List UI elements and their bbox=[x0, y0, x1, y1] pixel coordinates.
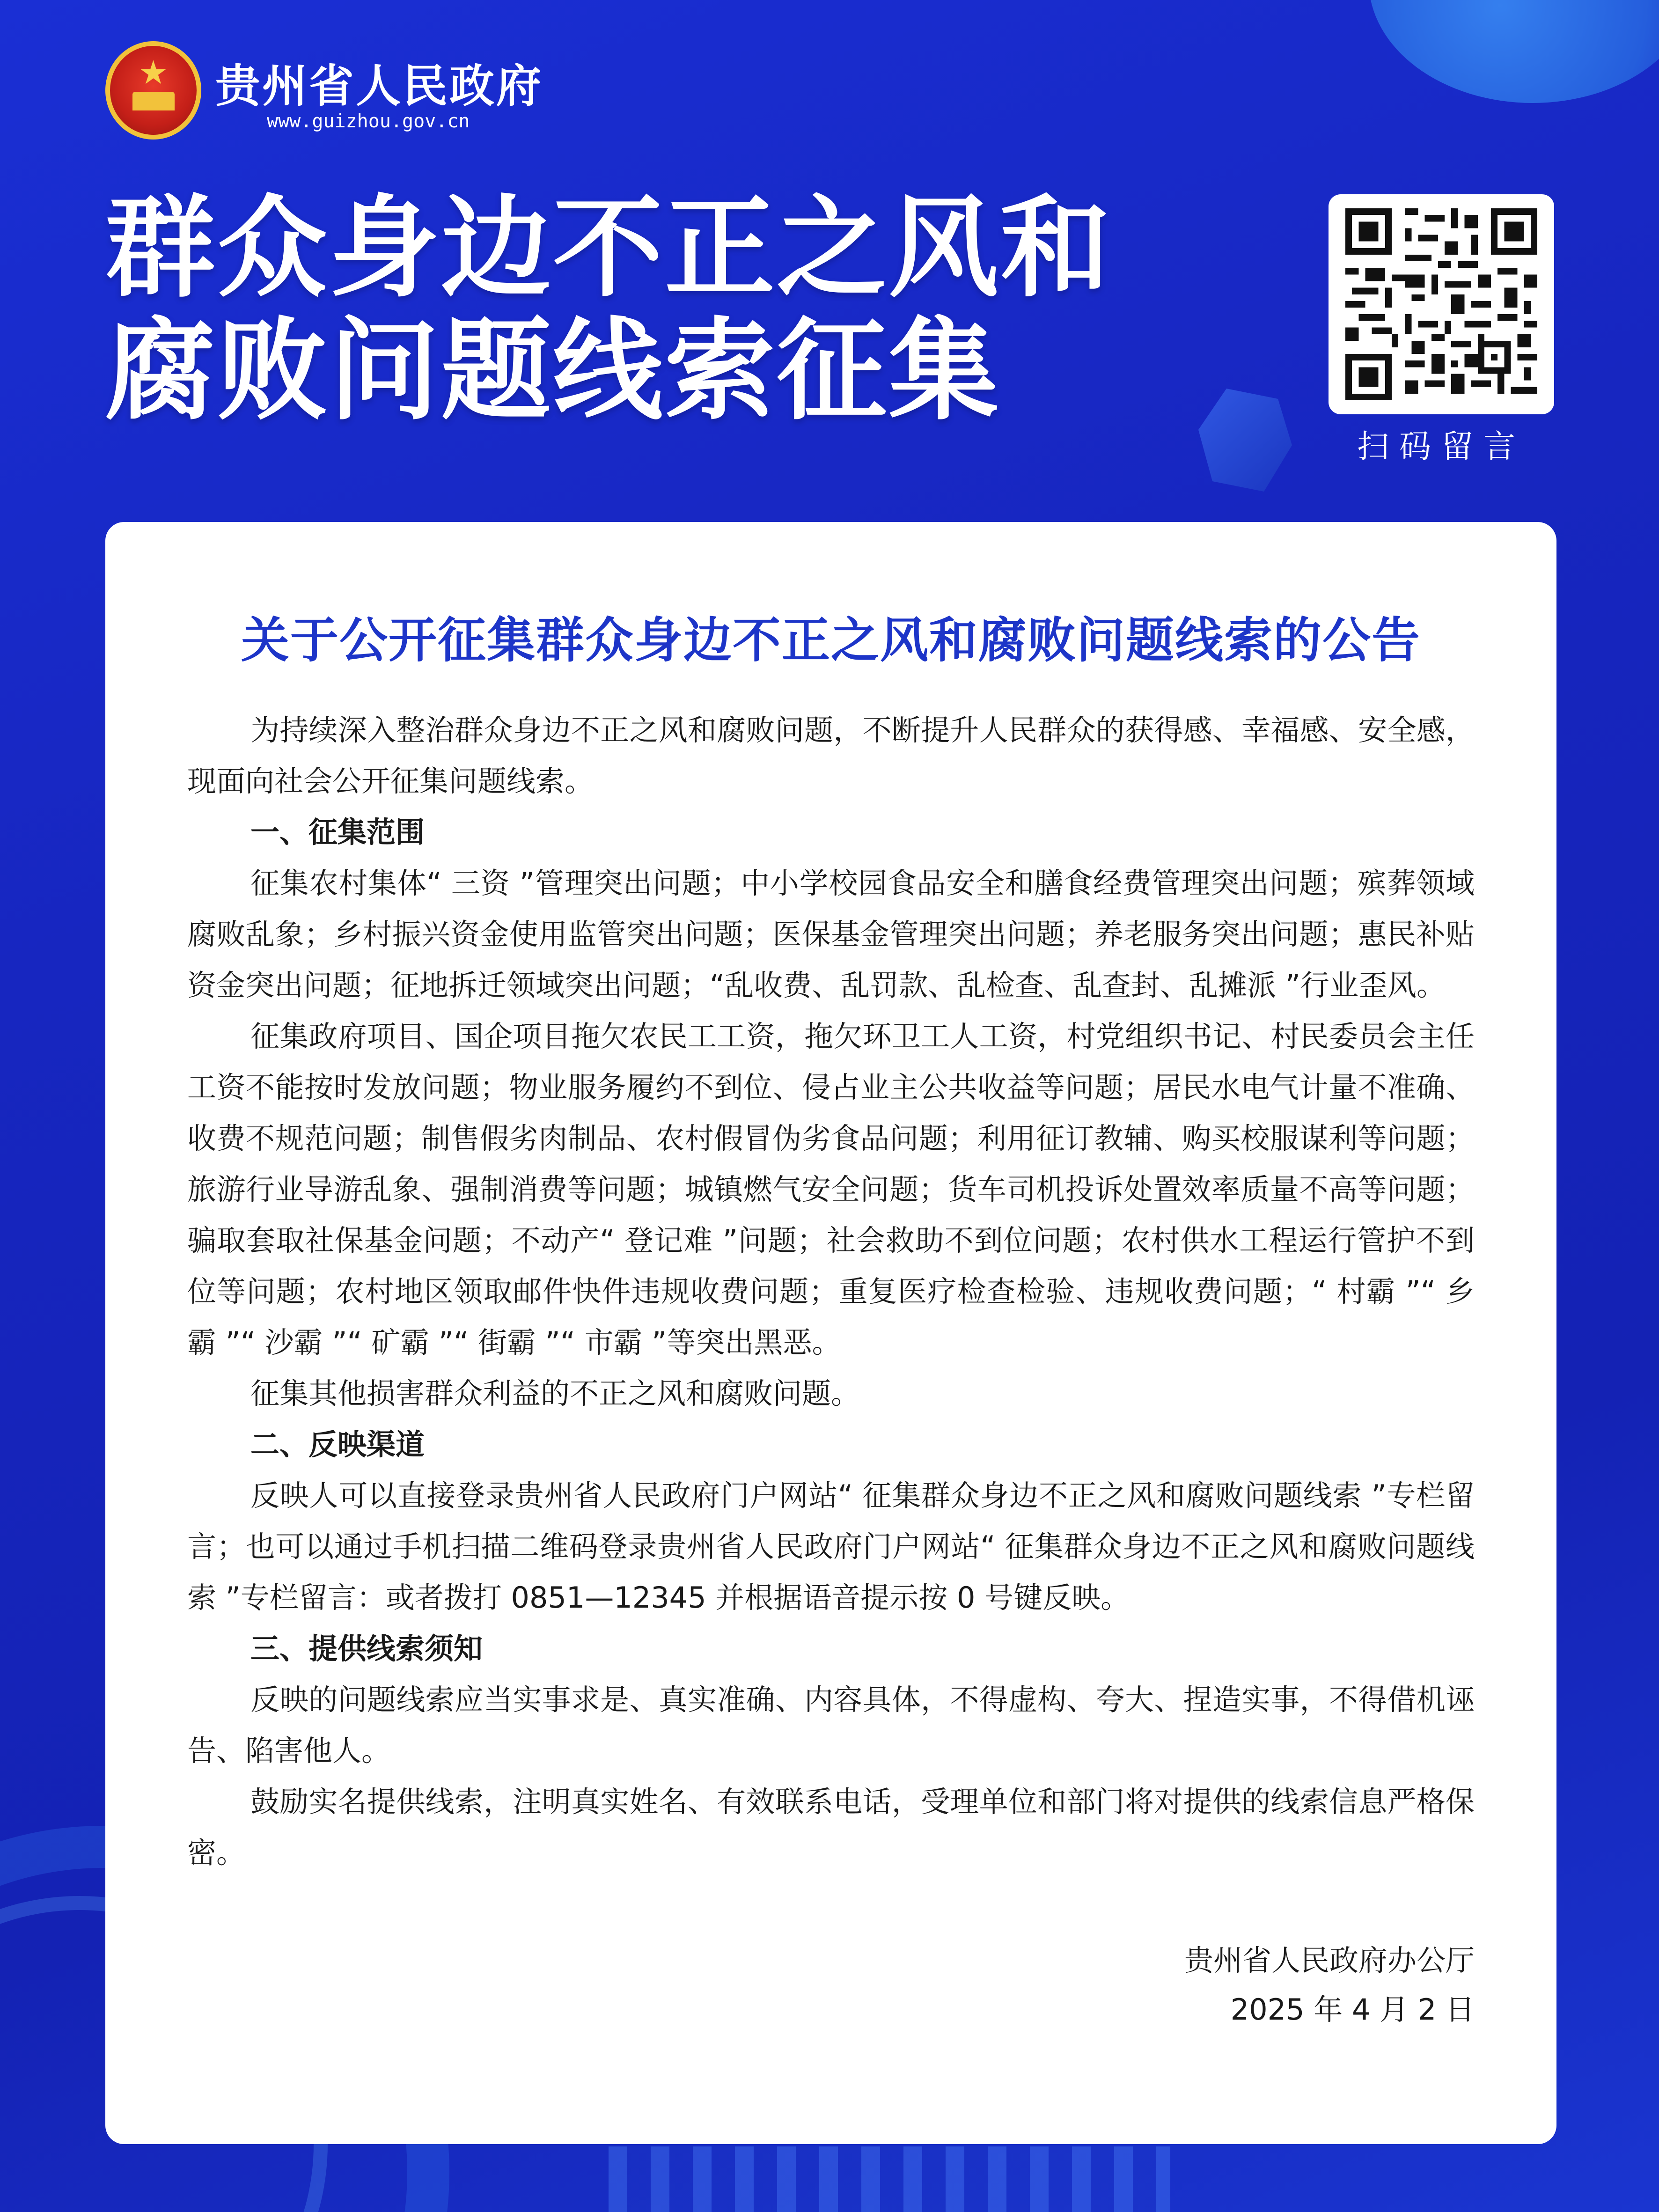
main-title-line1: 群众身边不正之风和 bbox=[105, 184, 1112, 312]
scope-paragraph-1: 征集农村集体“ 三资 ”管理突出问题；中小学校园食品安全和膳食经费管理突出问题；殡葬领域腐败乱象；乡村振兴资金使用监管突出问题；医保基金管理突出问题；养老服务突出问题；惠民补贴资金突出问题；征地拆迁领域突出问题；“乱收费、乱罚款、乱检查、乱查封、乱摊派 ”行业歪风。 bbox=[187, 866, 1475, 1002]
star-icon: ★ bbox=[139, 53, 168, 92]
scope-paragraph-3: 征集其他损害群众利益的不正之风和腐败问题。 bbox=[250, 1376, 860, 1411]
national-emblem-icon bbox=[105, 41, 201, 140]
notice-body bbox=[187, 705, 1475, 1878]
scope-paragraph-2: 征集政府项目、国企项目拖欠农民工工资，拖欠环卫工人工资，村党组织书记、村民委员会主任工资不能按时发放问题；物业服务履约不到位、侵占业主公共收益等问题；居民水电气计量不准确、收费不规范问题；制售假劣肉制品、农村假冒伪劣食品问题；利用征订教辅、购买校服谋利等问题；旅游行业导游乱象、强制消费等问题；城镇燃气安全问题；货车司机投诉处置效率质量不高等问题；骗取套取社保基金问题；不动产“ 登记难 ”问题；社会救助不到位问题；农村供水工程运行管护不到位等问题；农村地区领取邮件快件违规收费问题；重复医疗检查检验、违规收费问题；“ 村霸 ”“ 乡霸 ”“ 沙霸 ”“ 矿霸 ”“ 街霸 ”“ 市霸 ”等突出黑恶。 bbox=[187, 1019, 1475, 1360]
decorative-building bbox=[609, 2146, 1170, 2212]
signature-org: 贵州省人民政府办公厅 bbox=[1184, 1943, 1475, 1977]
qr-caption: 扫码留言 bbox=[1357, 428, 1526, 465]
channels-paragraph: 反映人可以直接登录贵州省人民政府门户网站“ 征集群众身边不正之风和腐败问题线索 ”专栏留言；也可以通过手机扫描二维码登录贵州省人民政府门户网站“ 征集群众身边不正之风和腐败问题线索 ”专栏留言：或者拨打 0851—12345 并根据语音提示按 0 号键反映。 bbox=[187, 1478, 1475, 1615]
signature-date: 2025 年 4 月 2 日 bbox=[1230, 1992, 1475, 2027]
notice-title: 关于公开征集群众身边不正之风和腐败问题线索的公告 bbox=[241, 612, 1421, 669]
notes-paragraph-1: 反映的问题线索应当实事求是、真实准确、内容具体，不得虚构、夸大、捏造实事，不得借机诬告、陷害他人。 bbox=[187, 1683, 1475, 1768]
gate-icon bbox=[132, 92, 175, 110]
main-title-line2: 腐败问题线索征集 bbox=[105, 307, 1000, 435]
notes-paragraph-2: 鼓励实名提供线索，注明真实姓名、有效联系电话，受理单位和部门将对提供的线索信息严格保密。 bbox=[187, 1785, 1475, 1870]
section-heading-channels: 二、反映渠道 bbox=[250, 1427, 425, 1462]
qr-code-icon bbox=[1343, 208, 1540, 400]
qr-code[interactable] bbox=[1329, 194, 1554, 414]
signature bbox=[1184, 1936, 1475, 2034]
notice-card bbox=[105, 522, 1556, 2144]
main-title bbox=[105, 184, 1276, 435]
section-heading-scope: 一、征集范围 bbox=[250, 815, 425, 849]
intro-paragraph: 为持续深入整治群众身边不正之风和腐败问题，不断提升人民群众的获得感、幸福感、安全感，现面向社会公开征集问题线索。 bbox=[187, 713, 1475, 798]
decorative-circle bbox=[1369, 0, 1659, 103]
section-heading-notes: 三、提供线索须知 bbox=[250, 1631, 483, 1666]
org-url[interactable]: www.guizhou.gov.cn bbox=[267, 110, 470, 132]
org-name: 贵州省人民政府 bbox=[215, 60, 543, 112]
